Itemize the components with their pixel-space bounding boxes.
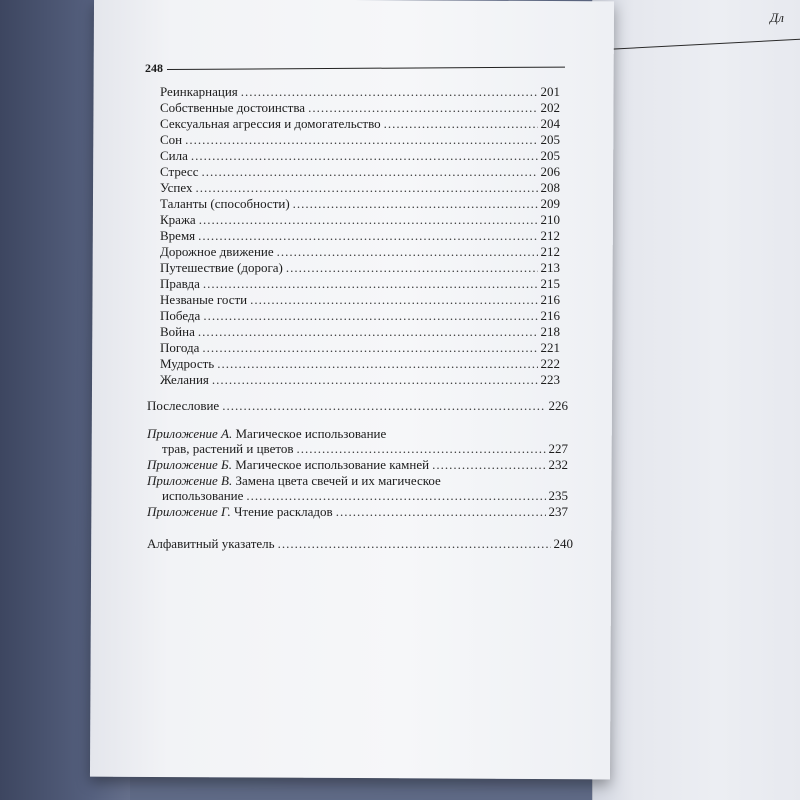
toc-entry-title: Погода xyxy=(160,340,200,355)
page-number: 248 xyxy=(145,61,163,75)
leader-dots xyxy=(199,212,538,228)
leader-dots xyxy=(212,372,538,388)
appendix-label: Приложение Г. xyxy=(147,504,231,519)
leader-dots xyxy=(241,84,538,100)
appendix-title-cont: трав, растений и цветов xyxy=(162,441,294,456)
toc-entry-page: 212 xyxy=(540,244,560,259)
leader-dots xyxy=(250,292,537,308)
toc-entry-title: Таланты (способности) xyxy=(160,196,290,211)
toc-entry-page: 232 xyxy=(548,457,568,472)
leader-dots xyxy=(198,324,538,340)
toc-entry xyxy=(160,196,560,212)
toc-entry xyxy=(160,132,560,148)
leader-dots xyxy=(293,196,538,212)
toc-entry-page: 226 xyxy=(548,398,568,413)
toc-entry-title: Победа xyxy=(160,308,201,323)
appendix-label: Приложение Б. xyxy=(147,457,232,472)
toc-entry-appendix-b xyxy=(147,457,568,473)
toc-entry xyxy=(160,116,560,132)
appendix-title-cont: использование xyxy=(162,488,244,503)
toc-entry xyxy=(160,292,560,308)
appendix-title: Чтение раскладов xyxy=(233,504,333,519)
toc-entry-page: 223 xyxy=(540,372,560,387)
toc-entry-title: Правда xyxy=(160,276,200,291)
right-page-header: Дл xyxy=(770,10,784,25)
leader-dots xyxy=(384,116,538,132)
toc-entry-page: 237 xyxy=(548,504,568,519)
toc-entry-title: Сексуальная агрессия и домогательство xyxy=(160,116,381,131)
toc-entry-page: 218 xyxy=(540,324,560,339)
leader-dots xyxy=(191,148,538,164)
toc-entry-title: Собственные достоинства xyxy=(160,100,306,115)
leader-dots xyxy=(336,504,546,520)
leader-dots xyxy=(185,132,537,148)
toc-entry-page: 209 xyxy=(540,196,560,211)
toc-entry-page: 202 xyxy=(540,100,560,115)
toc-entry xyxy=(160,372,560,388)
toc-entry-title: Успех xyxy=(160,180,193,195)
toc-entry-page: 212 xyxy=(540,228,560,243)
toc-entry-page: 205 xyxy=(540,148,560,163)
toc-entry-title: Сила xyxy=(160,148,188,163)
toc-entry xyxy=(160,276,560,292)
appendix-title: Замена цвета свечей и их магическое xyxy=(235,473,441,488)
leader-dots xyxy=(222,398,545,414)
toc-entry-page: 227 xyxy=(548,441,568,456)
appendix-title: Магическое использование xyxy=(235,426,387,441)
toc-entry-page: 215 xyxy=(540,276,560,291)
toc-entry-page: 206 xyxy=(540,164,560,179)
toc-entry-title: Желания xyxy=(160,372,209,387)
toc-entry-title: Время xyxy=(160,228,196,243)
toc-entry-title: Алфавитный указатель xyxy=(147,536,275,551)
toc-entry-title: Сон xyxy=(160,132,183,147)
toc-entry-afterword xyxy=(147,398,568,414)
appendix-label: Приложение А. xyxy=(147,426,233,441)
toc-entry-page: 201 xyxy=(540,84,560,99)
toc-entry-page: 213 xyxy=(540,260,560,275)
toc-entry xyxy=(160,148,560,164)
leader-dots xyxy=(202,340,537,356)
leader-dots xyxy=(286,260,538,276)
toc-entry-index xyxy=(147,536,573,552)
toc-entry-page: 210 xyxy=(540,212,560,227)
toc-entry xyxy=(160,228,560,244)
toc-entry xyxy=(160,260,560,276)
appendix-title: Магическое использование камней xyxy=(235,457,430,472)
leader-dots xyxy=(203,308,537,324)
toc-entry-appendix-a-line1 xyxy=(147,426,386,442)
leader-dots xyxy=(198,228,537,244)
appendix-label: Приложение В. xyxy=(147,473,233,488)
toc-entry-title: Послесловие xyxy=(147,398,220,413)
toc-entry-title: Дорожное движение xyxy=(160,244,274,259)
toc-entry xyxy=(160,356,560,372)
toc-entry-page: 208 xyxy=(540,180,560,195)
toc-entry-page: 216 xyxy=(540,292,560,307)
toc-entry-title: Незваные гости xyxy=(160,292,248,307)
leader-dots xyxy=(217,356,537,372)
toc-entry xyxy=(160,340,560,356)
toc-entry xyxy=(160,244,560,260)
toc-entry xyxy=(160,308,560,324)
leader-dots xyxy=(201,164,537,180)
toc-entry xyxy=(160,100,560,116)
toc-entry xyxy=(160,324,560,340)
toc-entry-title: Реинкарнация xyxy=(160,84,238,99)
leader-dots xyxy=(195,180,537,196)
toc-entry-page: 221 xyxy=(540,340,560,355)
toc-entry xyxy=(160,180,560,196)
toc-entry-appendix-g xyxy=(147,504,568,520)
toc-entry-page: 204 xyxy=(540,116,560,131)
toc-entry-page: 235 xyxy=(548,488,568,503)
leader-dots xyxy=(278,536,551,552)
toc-entry-appendix-a xyxy=(162,441,568,457)
leader-dots xyxy=(246,488,545,504)
toc-entry-title: Война xyxy=(160,324,195,339)
toc-entry-page: 222 xyxy=(540,356,560,371)
toc-entry-title: Путешествие (дорога) xyxy=(160,260,283,275)
leader-dots xyxy=(203,276,538,292)
toc-entry-page: 216 xyxy=(540,308,560,323)
toc-entry xyxy=(160,212,560,228)
toc-entry-appendix-v-line1 xyxy=(147,473,441,489)
toc-entry xyxy=(160,84,560,100)
leader-dots xyxy=(277,244,538,260)
toc-entry-title: Мудрость xyxy=(160,356,215,371)
toc-entry-title: Кража xyxy=(160,212,196,227)
toc-entry-page: 205 xyxy=(540,132,560,147)
toc-entry xyxy=(160,164,560,180)
toc-entry-page: 240 xyxy=(553,536,573,551)
leader-dots xyxy=(297,441,546,457)
leader-dots xyxy=(308,100,537,116)
toc-entry-appendix-v xyxy=(162,488,568,504)
leader-dots xyxy=(432,457,545,473)
toc-entry-title: Стресс xyxy=(160,164,199,179)
